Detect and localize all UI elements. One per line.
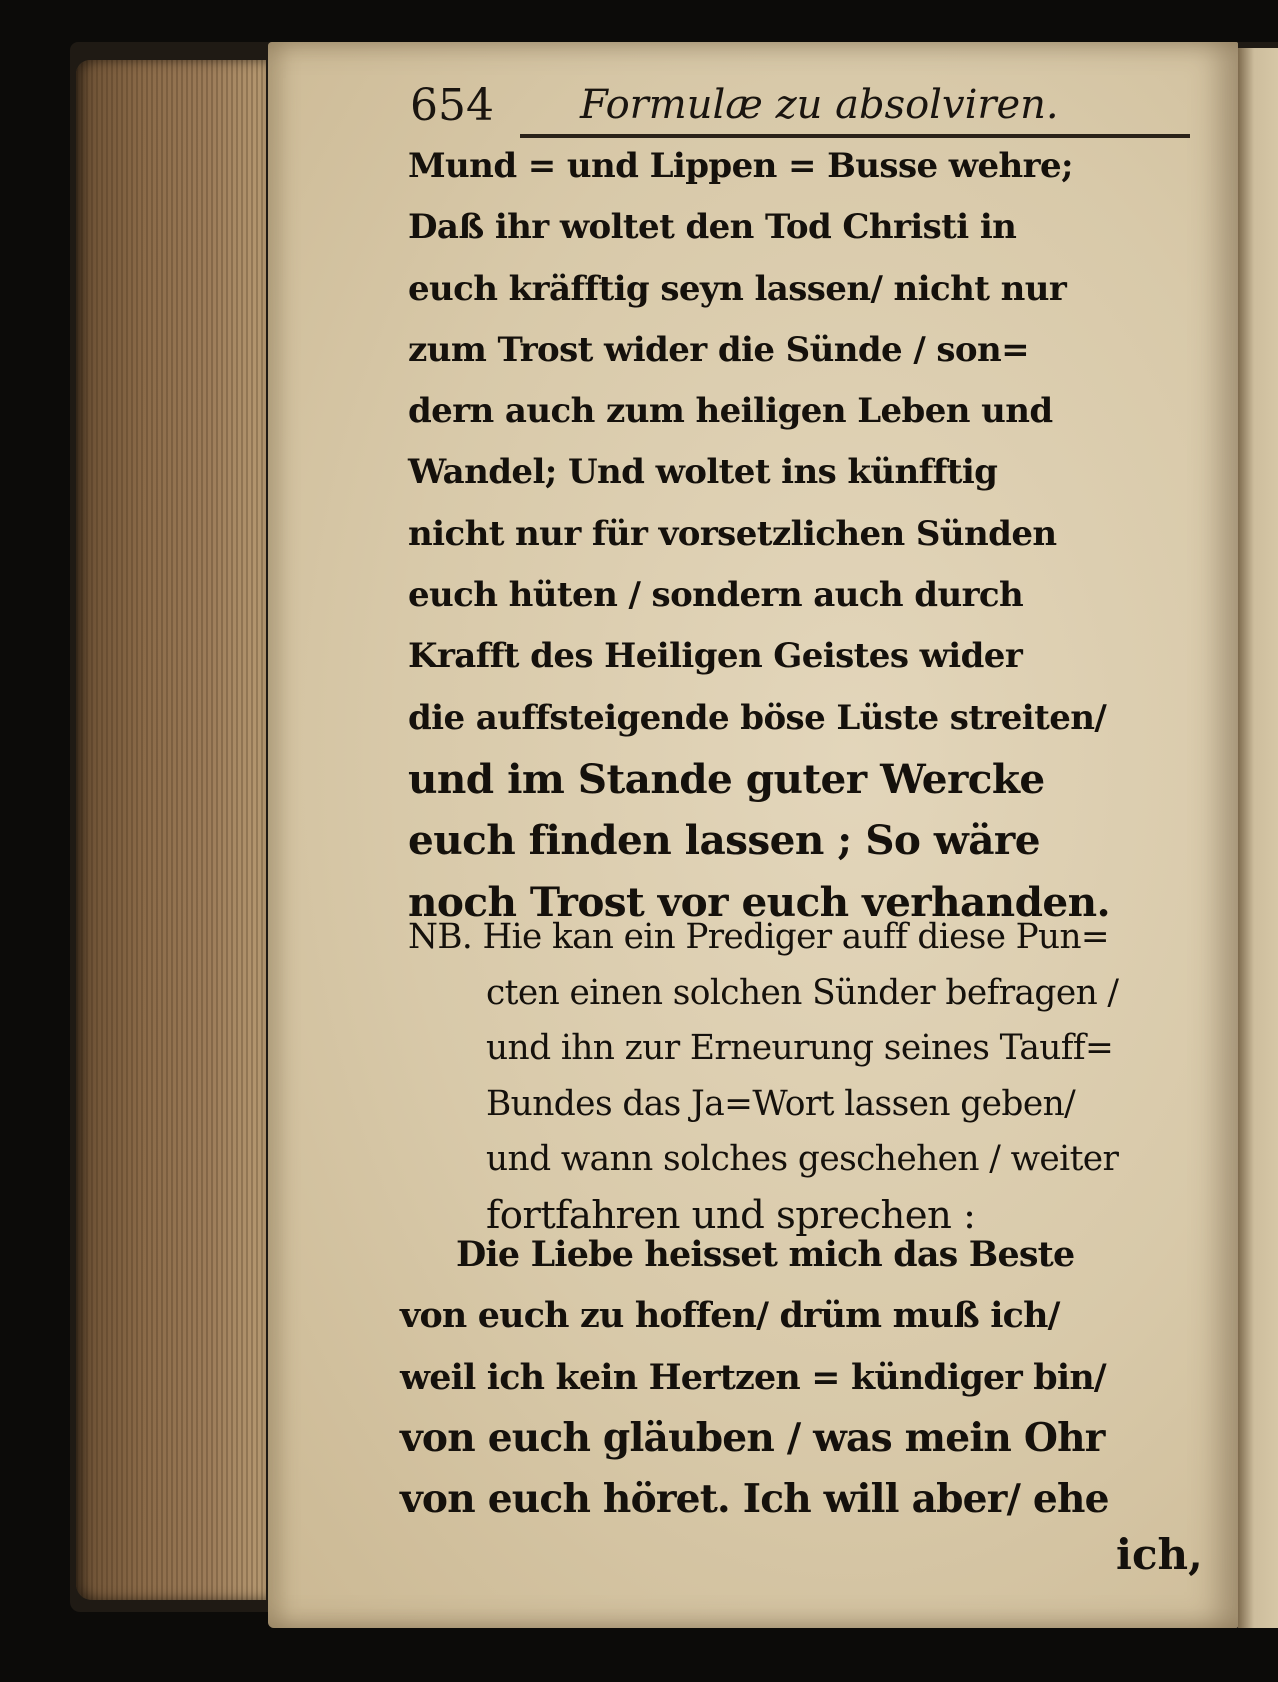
- note-line: und ihn zur Erneurung seines Tauff=: [486, 1028, 1114, 1068]
- catchword: ich,: [1116, 1530, 1203, 1579]
- text-line: euch kräfftig seyn lassen/ nicht nur: [408, 268, 1067, 309]
- facing-page-edge: [1238, 48, 1278, 1628]
- text-line: euch finden lassen ; So wäre: [408, 816, 1040, 865]
- text-line: Daß ihr woltet den Tod Christi in: [408, 207, 1017, 248]
- text-line: dern auch zum heiligen Leben und: [408, 391, 1053, 432]
- text-line: von euch zu hoffen/ drüm muß ich/: [400, 1295, 1060, 1337]
- body-paragraph-2: [400, 1224, 1109, 1530]
- note-line: Bundes das Ja=Wort lassen geben/: [486, 1083, 1076, 1124]
- text-line: Krafft des Heiligen Geistes wider: [408, 636, 1023, 677]
- note-line: fortfahren und sprechen :: [486, 1192, 976, 1238]
- text-line: die auffsteigende böse Lüste streiten/: [408, 697, 1107, 738]
- text-line: euch hüten / sondern auch durch: [408, 575, 1024, 616]
- text-line: Die Liebe heisset mich das Beste: [456, 1234, 1075, 1275]
- text-line: noch Trost vor euch verhanden.: [408, 877, 1111, 926]
- nota-bene-note: [408, 910, 1118, 1243]
- text-line: weil ich kein Hertzen = kündiger bin/: [400, 1356, 1106, 1398]
- running-title: Formulæ zu absolviren.: [580, 82, 1059, 128]
- body-paragraph-1: [408, 136, 1110, 933]
- text-line: von euch höret. Ich will aber/ ehe: [400, 1476, 1109, 1523]
- text-line: nicht nur für vorsetzlichen Sünden: [408, 513, 1057, 554]
- note-line: und wann solches geschehen / weiter: [486, 1139, 1119, 1179]
- note-line: cten einen solchen Sünder befragen /: [486, 972, 1119, 1013]
- page-edges: [76, 60, 266, 1600]
- text-line: Wandel; Und woltet ins künfftig: [408, 452, 998, 493]
- text-line: von euch gläuben / was mein Ohr: [400, 1414, 1105, 1461]
- running-head: [410, 78, 1190, 134]
- page-number: 654: [410, 80, 494, 131]
- note-line: NB. Hie kan ein Prediger auff diese Pun=: [408, 917, 1109, 957]
- text-line: und im Stande guter Wercke: [408, 754, 1045, 803]
- text-line: zum Trost wider die Sünde / son=: [408, 329, 1030, 370]
- text-line: Mund = und Lippen = Busse wehre;: [408, 146, 1073, 186]
